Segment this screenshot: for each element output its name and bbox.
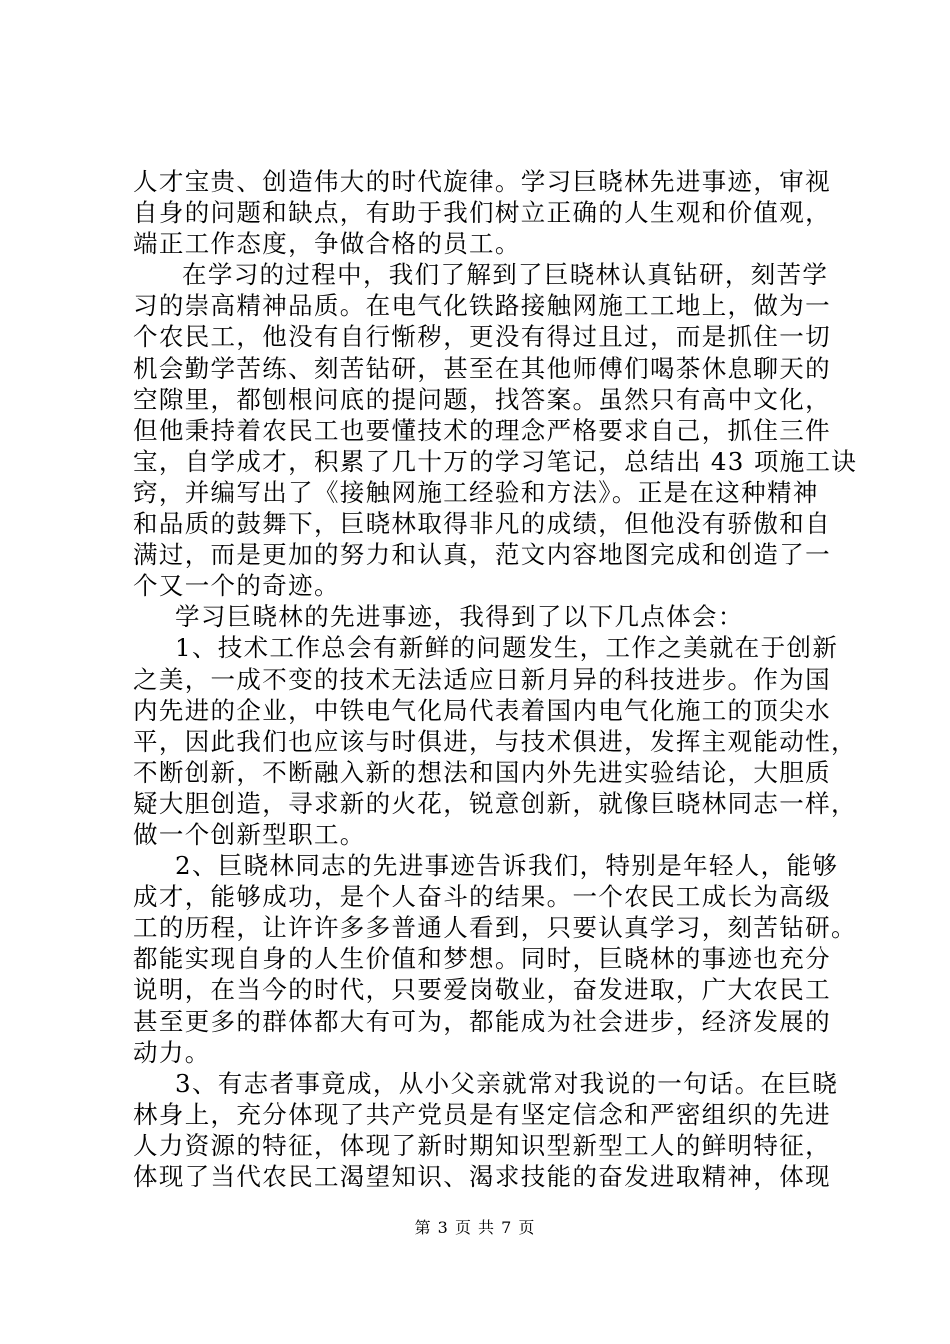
text-line: 自身的问题和缺点，有助于我们树立正确的人生观和价值观，: [133, 198, 831, 228]
text-line: 体现了当代农民工渴望知识、渴求技能的奋发进取精神，体现: [133, 1162, 831, 1191]
page-number-footer: 第 3 页 共 7 页: [414, 1218, 536, 1237]
text-line: 但他秉持着农民工也要懂技术的理念严格要求自己，抓住三件: [133, 415, 831, 445]
text-line: 工的历程，让许许多多普通人看到，只要认真学习，刻苦钻研。: [133, 913, 857, 943]
text-line: 平，因此我们也应该与时俱进，与技术俱进，发挥主观能动性，: [133, 726, 857, 756]
paragraph-first-line: 3、有志者事竟成，从小父亲就常对我说的一句话。在巨晓: [175, 1068, 839, 1098]
text-line: 之美，一成不变的技术无法适应日新月异的科技进步。作为国: [133, 664, 831, 694]
text-line: 成才，能够成功，是个人奋斗的结果。一个农民工成长为高级: [133, 882, 831, 912]
text-line: 甚至更多的群体都大有可为，都能成为社会进步，经济发展的: [133, 1006, 831, 1036]
text-line: 个农民工，他没有自行惭秽，更没有得过且过，而是抓住一切: [133, 322, 831, 352]
text-line: 内先进的企业，中铁电气化局代表着国内电气化施工的顶尖水: [133, 695, 831, 725]
text-line: 说明，在当今的时代，只要爱岗敬业，奋发进取，广大农民工: [133, 975, 831, 1005]
text-line: 空隙里，都刨根问底的提问题，找答案。虽然只有高中文化，: [133, 384, 831, 414]
text-line: 窍，并编写出了《接触网施工经验和方法》。正是在这种精神: [133, 477, 819, 507]
paragraph-first-line: 学习巨晓林的先进事迹，我得到了以下几点体会：: [175, 602, 744, 632]
text-line: 做一个创新型职工。: [133, 819, 366, 849]
text-line: 人力资源的特征，体现了新时期知识型新型工人的鲜明特征，: [133, 1130, 831, 1160]
text-line: 林身上，充分体现了共产党员是有坚定信念和严密组织的先进: [133, 1099, 831, 1129]
text-line: 个又一个的奇迹。: [133, 571, 340, 601]
text-line: 端正工作态度，争做合格的员工。: [133, 229, 521, 259]
paragraph-first-line: 2、巨晓林同志的先进事迹告诉我们，特别是年轻人，能够: [175, 851, 839, 881]
text-line: 机会勤学苦练、刻苦钻研，甚至在其他师傅们喝茶休息聊天的: [133, 353, 831, 383]
paragraph-first-line: 1、技术工作总会有新鲜的问题发生，工作之美就在于创新: [175, 633, 839, 663]
text-line: 不断创新，不断融入新的想法和国内外先进实验结论，大胆质: [133, 757, 831, 787]
text-line: 习的崇高精神品质。在电气化铁路接触网施工工地上，做为一: [133, 291, 831, 321]
text-line: 疑大胆创造，寻求新的火花，锐意创新，就像巨晓林同志一样，: [133, 788, 857, 818]
text-line: 都能实现自身的人生价值和梦想。同时，巨晓林的事迹也充分: [133, 944, 831, 974]
text-line: 人才宝贵、创造伟大的时代旋律。学习巨晓林先进事迹，审视: [133, 167, 831, 196]
text-line: 满过，而是更加的努力和认真，范文内容地图完成和创造了一: [133, 540, 831, 570]
document-body: [133, 166, 858, 1192]
text-line: 动力。: [133, 1037, 211, 1067]
text-line: 和品质的鼓舞下，巨晓林取得非凡的成绩，但他没有骄傲和自: [133, 509, 831, 539]
paragraph-first-line: 在学习的过程中，我们了解到了巨晓林认真钻研，刻苦学: [182, 260, 829, 290]
text-line: 宝，自学成才，积累了几十万的学习笔记，总结出 43 项施工诀: [133, 446, 858, 476]
